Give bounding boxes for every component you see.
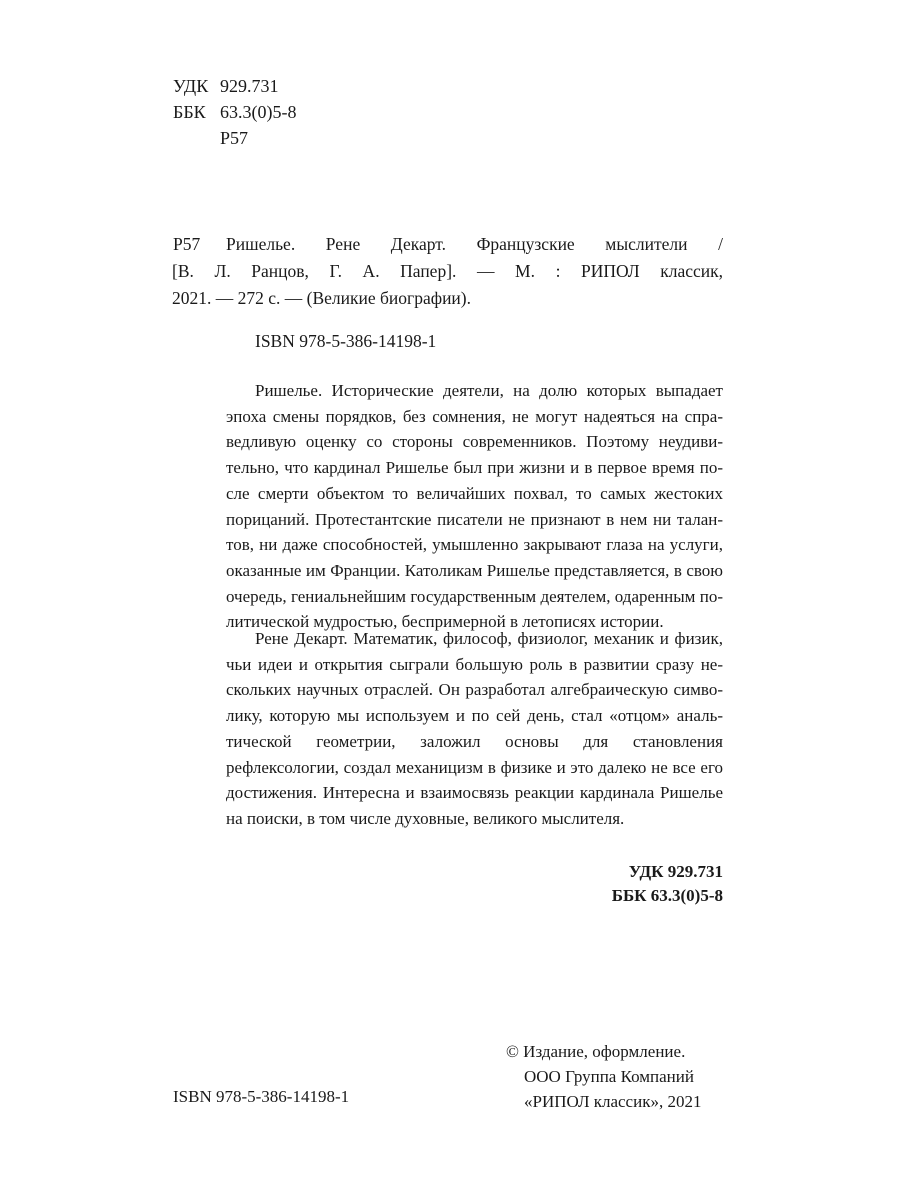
paragraph-line: порицаний. Протестантские писатели не признают в нем ни талан- [226,509,723,529]
paragraph-line: очередь, гениальнейшим государственным деятелем, одаренным по- [226,586,723,606]
paragraph-line: достижения. Интересна и взаимосвязь реакции кардинала Ришелье [226,783,723,803]
copyright-line: ООО Группа Компаний [524,1067,694,1086]
annotation-paragraph-descartes [226,626,723,832]
paragraph-line: скольких научных отраслей. Он разработал алгебраическую симво- [226,680,723,700]
copyright-line: © Издание, оформление. [506,1042,686,1061]
udk-label: УДК [173,76,209,96]
footer-isbn: ISBN 978-5-386-14198-1 [173,1087,350,1106]
entry-line: 2021. — 272 с. — (Великие биографии). [172,288,472,308]
copyright-line: «РИПОЛ классик», 2021 [524,1092,702,1111]
paragraph-line: тов, ни даже способностей, умышленно закрывают глаза на услуги, [226,535,723,555]
bold-classification [612,860,723,908]
paragraph-line: чьи идеи и открытия сыграли большую роль в развитии сразу не- [226,654,723,674]
udk-row [173,73,279,99]
entry-line: [В. Л. Ранцов, Г. А. Папер]. — М. : РИПОЛ классик, [172,261,723,281]
copyright-block [506,1039,723,1114]
paragraph-line: на поиски, в том числе духовные, великого мыслителя. [226,808,625,828]
paragraph-line: рефлексологии, создал механицизм в физике и это далеко не все его [226,757,723,777]
bold-bbk: ББК 63.3(0)5-8 [611,886,723,905]
bbk-value: 63.3(0)5-8 [220,102,297,122]
paragraph-line: эпоха смены порядков, без сомнения, не могут надеяться на спра- [226,406,723,426]
paragraph-line: литической мудростью, беспримерной в летописях истории. [226,612,664,632]
paragraph-line: тической геометрии, заложил основы для становления [226,731,723,751]
entry-line: Ришелье. Рене Декарт. Французские мыслители / [226,234,723,254]
entry-code: Р57 [173,234,201,254]
paragraph-line: сле смерти объектом то величайших похвал, то самых жестоких [226,483,723,503]
paragraph-line: Ришелье. Исторические деятели, на долю которых выпадает [255,381,723,400]
annotation-paragraph-richelieu [226,378,723,635]
author-mark-row [173,125,248,151]
paragraph-line: ведливую оценку со стороны современников. Поэтому неудиви- [226,432,723,452]
entry-isbn: ISBN 978-5-386-14198-1 [255,331,437,351]
paragraph-line: тельно, что кардинал Ришелье был при жизни и в первое время по- [226,458,723,478]
bbk-row [173,99,296,125]
author-mark: Р57 [220,128,249,148]
paragraph-line: лику, которую мы используем и по сей день, стал «отцом» аналь- [226,706,723,726]
bold-udk: УДК 929.731 [628,862,723,881]
udk-value: 929.731 [220,76,279,96]
paragraph-line: оказанные им Франции. Католикам Ришелье представляется, в свою [226,560,723,580]
paragraph-line: Рене Декарт. Математик, философ, физиолог, механик и физик, [255,629,723,648]
bbk-label: ББК [173,102,206,122]
